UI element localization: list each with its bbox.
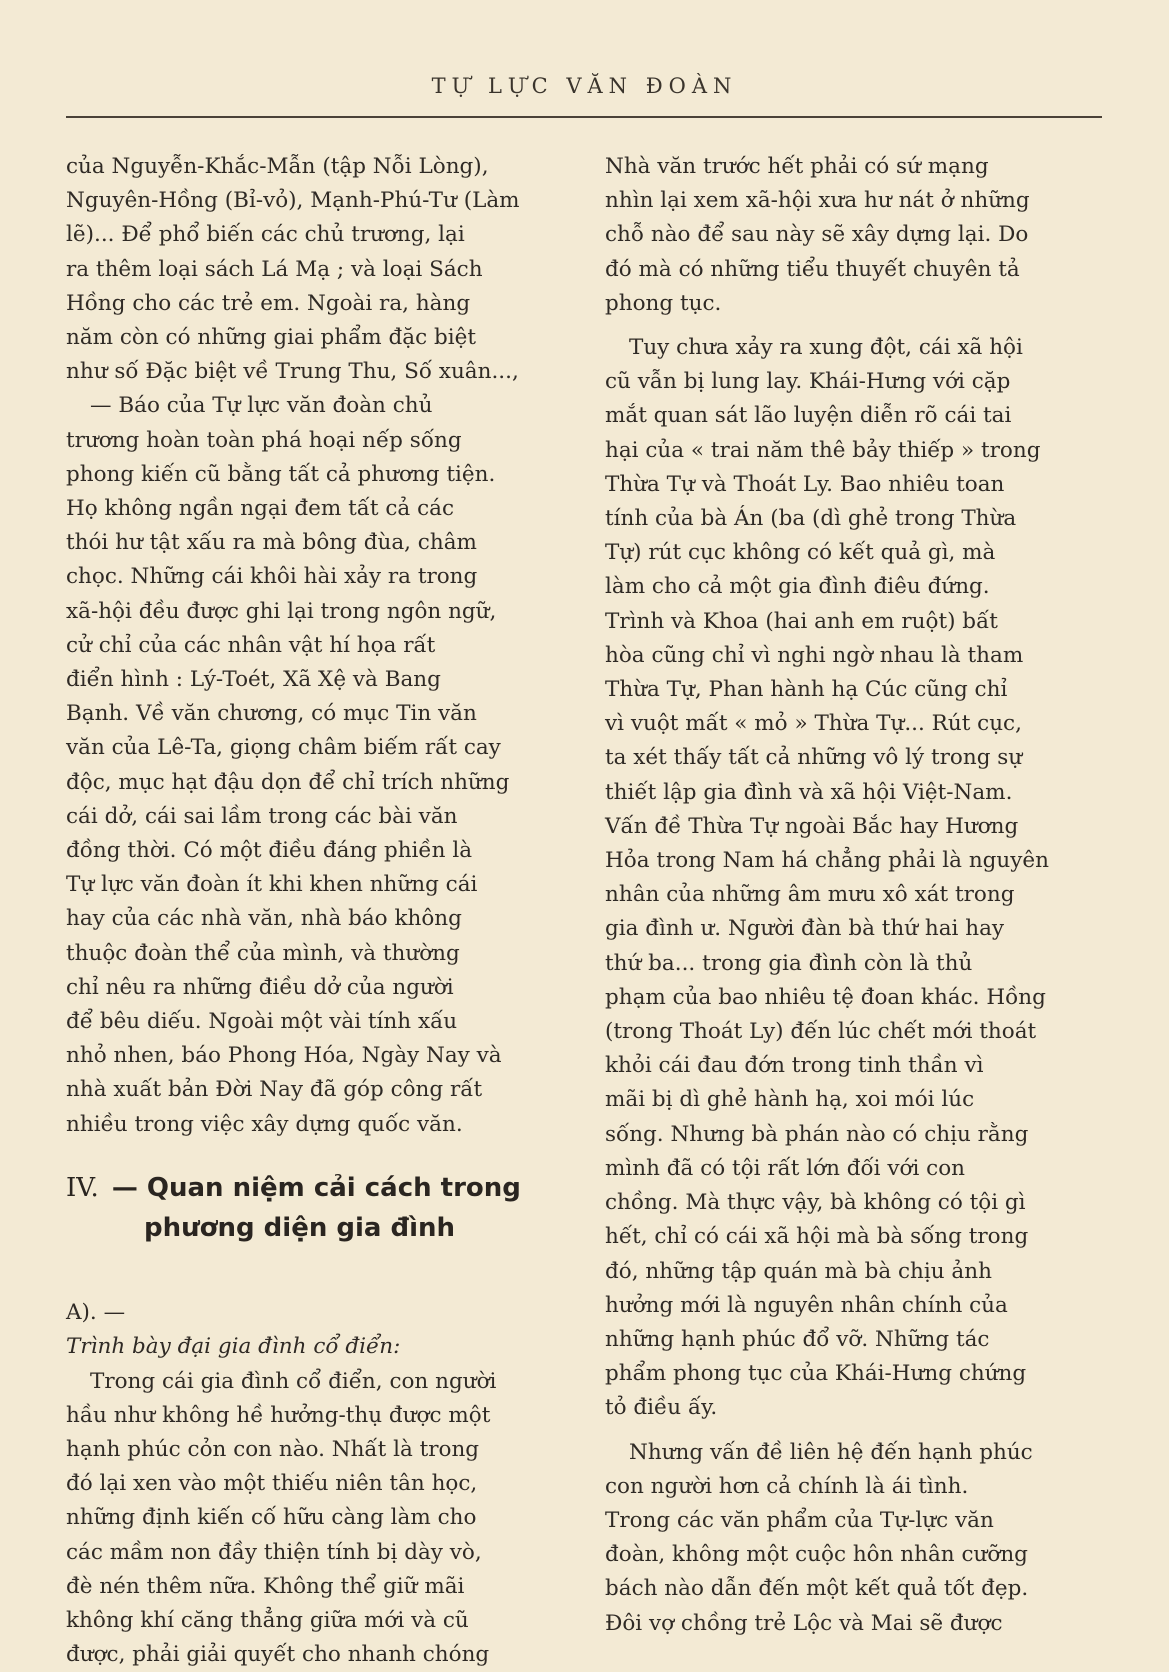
subsection-heading: [66, 1262, 570, 1365]
subsection-title: Trình bày đại gia đình cổ điển:: [66, 1334, 400, 1359]
section-number: IV.: [66, 1173, 99, 1203]
running-head-title: TỰ LỰC VĂN ĐOÀN: [0, 74, 1169, 98]
section-heading-line-2: phương diện gia đình: [66, 1208, 570, 1248]
right-paragraph-2: Tuy chưa xảy ra xung đột, cái xã hội cũ vẫn bị lung lay. Khái-Hưng với cặp mắt quan sát lão luyện diễn rõ cái tai hại của « trai năm thê bảy thiếp » trong Thừa Tự và Thoát Ly. Bao nhiêu toan tính của bà Án (ba (dì ghẻ trong Thừa Tự) rút cục không có kết quả gì, mà làm cho cả một gia đình điêu đứng. Trình và Khoa (hai anh em ruột) bất hòa cũng chỉ vì nghi ngờ nhau là tham Thừa Tự, Phan hành hạ Cúc cũng chỉ vì vuột mất « mỏ » Thừa Tự... Rút cục, ta xét thấy tất cả những vô lý trong sự thiết lập gia đình và xã hội Việt-Nam. Vấn đề Thừa Tự ngoài Bắc hay Hương Hỏa trong Nam há chẳng phải là nguyên nhân của những âm mưu xô xát trong gia đình ư. Người đàn bà thứ hai hay thứ ba... trong gia đình còn là thủ phạm của bao nhiêu tệ đoan khác. Hồng (trong Thoát Ly) đến lúc chết mới thoát khỏi cái đau đớn trong tinh thần vì mãi bị dì ghẻ hành hạ, xoi mói lúc sống. Nhưng bà phán nào có chịu rằng mình đã có tội rất lớn đối với con chồng. Mà thực vậy, bà không có tội gì hết, chỉ có cái xã hội mà bà sống trong đó, những tập quán mà bà chịu ảnh hưởng mới là nguyên nhân chính của những hạnh phúc đổ vỡ. Những tác phẩm phong tục của Khái-Hưng chứng tỏ điều ấy.: [605, 331, 1107, 1426]
subsection-label: A). —: [66, 1300, 125, 1325]
left-paragraph-1: của Nguyễn-Khắc-Mẫn (tập Nỗi Lòng), Nguyên-Hồng (Bỉ-vỏ), Mạnh-Phú-Tư (Làm lẽ)... Để phổ biến các chủ trương, lại ra thêm loại sách Lá Mạ ; và loại Sách Hồng cho các trẻ em. Ngoài ra, hàng năm còn có những giai phẩm đặc biệt như số Đặc biệt về Trung Thu, Số xuân...,: [66, 150, 570, 389]
left-paragraph-3: Trong cái gia đình cổ điển, con người hầu như không hề hưởng-thụ được một hạnh phúc cỏn con nào. Nhất là trong đó lại xen vào một thiếu niên tân học, những định kiến cố hữu càng làm cho các mầm non đầy thiện tính bị dày vò, đè nén thêm nữa. Không thể giữ mãi không khí căng thẳng giữa mới và cũ được, phải giải quyết cho nhanh chóng: [66, 1365, 570, 1672]
section-heading-line-1: — Quan niệm cải cách trong: [112, 1173, 521, 1203]
right-paragraph-1: Nhà văn trước hết phải có sứ mạng nhìn lại xem xã-hội xưa hư nát ở những chỗ nào để sau này sẽ xây dựng lại. Do đó mà có những tiểu thuyết chuyên tả phong tục.: [605, 150, 1107, 321]
header-rule: [66, 116, 1102, 118]
left-paragraph-2: — Báo của Tự lực văn đoàn chủ trương hoàn toàn phá hoại nếp sống phong kiến cũ bằng tất cả phương tiện. Họ không ngần ngại đem tất cả các thói hư tật xấu ra mà bông đùa, châm chọc. Những cái khôi hài xảy ra trong xã-hội đều được ghi lại trong ngôn ngữ, cử chỉ của các nhân vật hí họa rất điển hình : Lý-Toét, Xã Xệ và Bang Bạnh. Về văn chương, có mục Tin văn văn của Lê-Ta, giọng châm biếm rất cay độc, mục hạt đậu dọn để chỉ trích những cái dở, cái sai lầm trong các bài văn đồng thời. Có một điều đáng phiền là Tự lực văn đoàn ít khi khen những cái hay của các nhà văn, nhà báo không thuộc đoàn thể của mình, và thường chỉ nêu ra những điều dở của người để bêu diếu. Ngoài một vài tính xấu nhỏ nhen, báo Phong Hóa, Ngày Nay và nhà xuất bản Đời Nay đã góp công rất nhiều trong việc xây dựng quốc văn.: [66, 389, 570, 1141]
right-column: [605, 150, 1107, 1651]
section-heading: [66, 1168, 570, 1248]
left-column: [66, 150, 570, 1672]
right-paragraph-3: Nhưng vấn đề liên hệ đến hạnh phúc con người hơn cả chính là ái tình. Trong các văn phẩm của Tự-lực văn đoàn, không một cuộc hôn nhân cưỡng bách nào dẫn đến một kết quả tốt đẹp. Đôi vợ chồng trẻ Lộc và Mai sẽ được: [605, 1436, 1107, 1641]
